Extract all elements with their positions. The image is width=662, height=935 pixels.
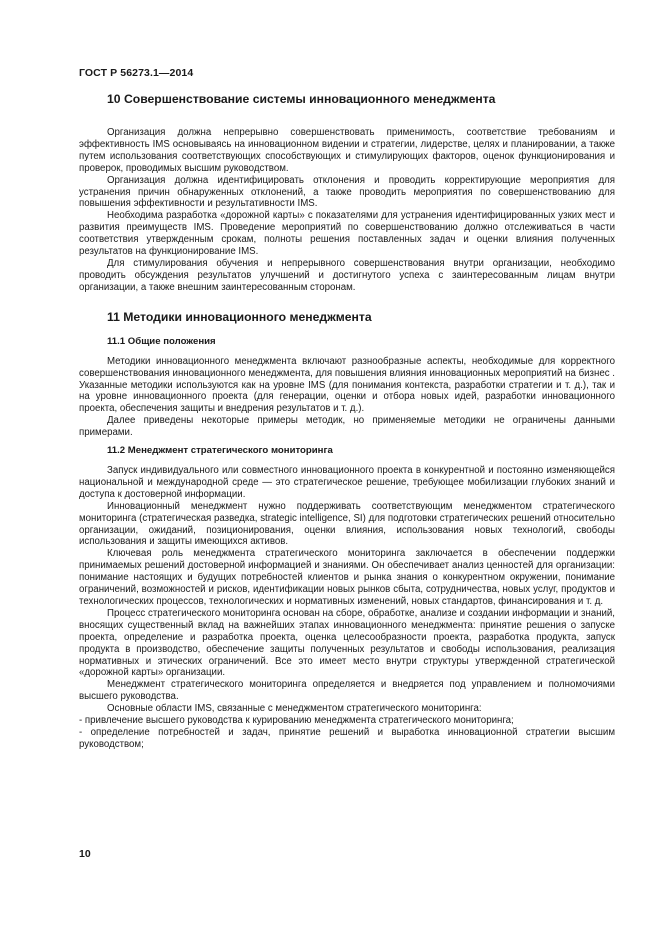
subsection-11-1-paragraph: Методики инновационного менеджмента включают разнообразные аспекты, необходимые для корректного совершенствования инновационного менеджмента, для повышения влияния инновационных мероприятий на бизнес . Указанные методики используются как на уровне IMS (для понимания контекста, разработки стратегии и т. д.), так и на уровне инновационного проекта (для генерации, оценки и отбора новых идей, разработки инновационного проекта, обеспечения защиты и внедрения результатов и т. д.). (79, 355, 615, 415)
subsection-11-2-paragraph: Ключевая роль менеджмента стратегического мониторинга заключается в обеспечении поддержки принимаемых решений достоверной информацией и знаниями. Он обеспечивает анализ ценностей для организации: понимание настоящих и будущих потребностей клиентов и рынка знания о конкурентном окружении, понимание ограничений, возможностей и рисков, идентификации новых рынков сбыта, сотрудничества, новых услуг, продуктов и технологических процессов, технологических и нормативных изменений, новых стандартов, финансирования и т. д. (79, 548, 615, 607)
subsection-11-1-paragraph: Далее приведены некоторые примеры методик, но применяемые методики не ограничены данными примерами. (79, 415, 615, 439)
subsection-11-1-title: 11.1 Общие положения (107, 335, 216, 347)
page-number: 10 (79, 848, 91, 860)
section-10-title: 10 Совершенствование системы инновационного менеджмента (107, 92, 496, 106)
subsection-11-2-title: 11.2 Менеджмент стратегического мониторинга (107, 445, 333, 457)
subsection-11-2-paragraph: Запуск индивидуального или совместного инновационного проекта в конкурентной и постоянно изменяющейся национальной и международной среде — это стратегическое решение, требующее мобилизации глубоких знаний и доступа к достоверной информации. (79, 465, 615, 500)
subsection-11-2-paragraph: Процесс стратегического мониторинга основан на сборе, обработке, анализе и создании информации и знаний, вносящих существенный вклад на важнейших этапах инновационного менеджмента: принятие решения о запуске проекта, определение и разработка проекта, оценка целесообразности проекта, разработка продукта, запуск продукта в производство, обеспечение защиты полученных результатов и свободы использования, реализация нормативных и этических ограничений. Все это имеет место внутри структуры утвержденной стратегической «дорожной карты» организации. (79, 607, 615, 679)
section-10-paragraph: Организация должна идентифицировать отклонения и проводить корректирующие мероприятия для устранения причин обнаруженных отклонений, а также проводить мероприятия по совершенствованию для повышения эффективности и результативности IMS. (79, 174, 615, 210)
standard-header: ГОСТ Р 56273.1—2014 (79, 67, 194, 79)
section-10-paragraph: Организация должна непрерывно совершенствовать применимость, соответствие требованиям и эффективность IMS основываясь на инновационном видении и стратегии, лидерстве, целях и планировании, а также путем использования соответствующих способствующих и стимулирующих факторов, оценок функционирования и проверок, проводимых высшим руководством. (79, 127, 615, 174)
section-11-title: 11 Методики инновационного менеджмента (107, 309, 372, 324)
page-content (79, 91, 615, 751)
section-10-paragraph: Для стимулирования обучения и непрерывного совершенствования внутри организации, необходимо проводить обсуждения результатов улучшений и достигнутого успеха с заинтересованным лицам внутри организации, а также внешним заинтересованным сторонам. (79, 257, 615, 293)
section-10-paragraph: Необходима разработка «дорожной карты» с показателями для устранения идентифицированных узких мест и развития преимуществ IMS. Проведение мероприятий по совершенствованию должно отслеживаться в части соответствия утвержденным срокам, полноты решения поставленных задач и оценки влияния полученных результатов на функционирование IMS. (79, 210, 615, 258)
list-item: - определение потребностей и задач, принятие решений и выработка инновационной стратегии высшим руководством; (79, 726, 615, 750)
subsection-11-2-paragraph: Инновационный менеджмент нужно поддерживать соответствующим менеджментом стратегического мониторинга (стратегическая разведка, strategic intelligence, SI) для подготовки стратегических решений относительно организации, ожиданий, позиционирования, оценки влияния, использования новых технологий, свободы использования и защиты имеющихся активов. (79, 500, 615, 548)
subsection-11-2-paragraph: Основные области IMS, связанные с менеджментом стратегического мониторинга: (107, 703, 482, 715)
list-item: - привлечение высшего руководства к курированию менеджмента стратегического мониторинга; (79, 715, 514, 727)
subsection-11-2-paragraph: Менеджмент стратегического мониторинга определяется и внедряется под управлением и полномочиями высшего руководства. (79, 679, 615, 703)
